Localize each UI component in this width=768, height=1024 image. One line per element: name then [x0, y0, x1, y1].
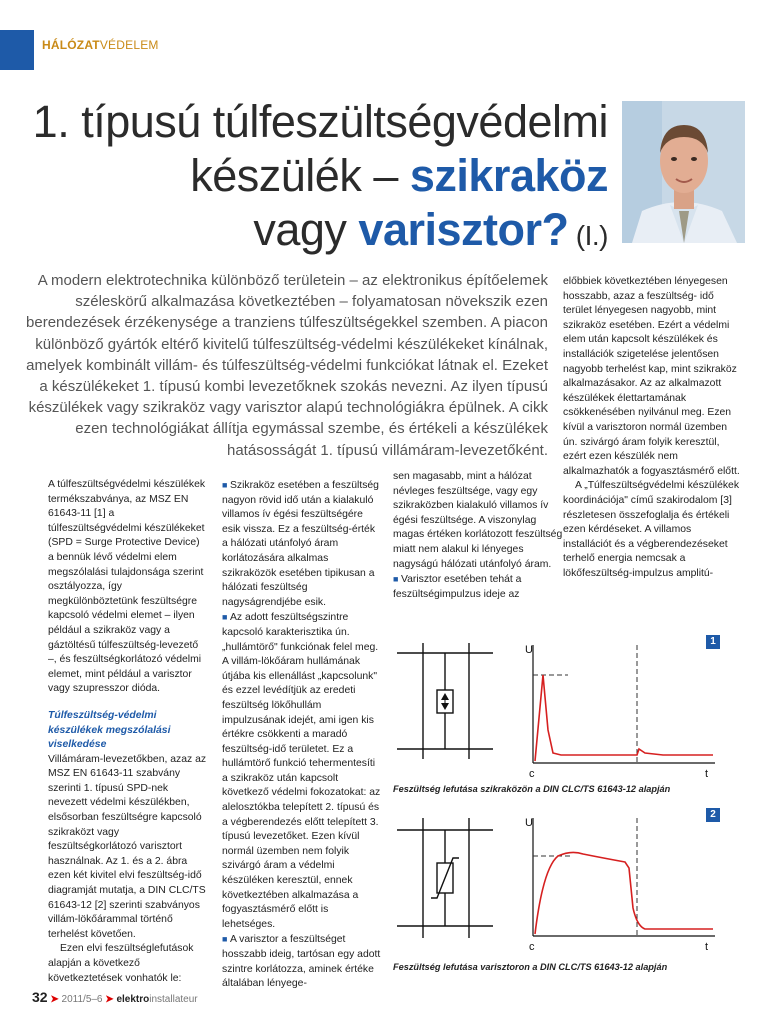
col3-paragraph-2 — [393, 572, 563, 602]
col3-paragraph-1: sen magasabb, mint a hálózat névleges feszültsége, vagy egy szikraközben kialakuló villamos ív égési feszültsége. A viszonylag magas értéken korlátozott feszültség miatt nem alakul ki lényeges nagyságú hálózati utánfolyó áram. — [393, 471, 563, 570]
figure-number-badge: 1 — [706, 635, 720, 649]
issue-number: 2011/5–6 — [61, 994, 103, 1005]
figure-1-caption: Feszültség lefutása szikraközön a DIN CLC/TS 61643-12 alapján — [393, 784, 671, 794]
figure-2-u-label: U — [525, 817, 533, 829]
col2-paragraph-3-text: A varisztor a feszültséget hosszabb ideig, tartósan egy adott szintre korlátozza, aminek értéke általában lényege- — [222, 934, 381, 990]
col2-paragraph-2-text: Az adott feszültségszintre kapcsoló karakterisztika ún. „hullámtörő" funkciónak felel meg. A villám-lökőáram hullámának útjába kis ellenállást „kapcsolunk" és ezzel levédítjük az eredeti feszültség lökőhullám impulzusának idejét, ami igen kis értékre csökkenti a maradó feszültség-idő területet. Ez a hullámtörő funkció tehermentesíti a szikraköz után kapcsolt következő védelmi fokozatokat: az alelosztókba telepített 2. típusú és a végberendezés előtt telepített 3. típusú levezetőket. Ezen kívül normál üzemben nem folyik szivárgó áram a védelmi készüléken keresztül, ennek következtében alkalmazása a fogyasztásmérő előtt is lehetséges. — [222, 612, 381, 930]
section-header — [42, 38, 159, 52]
title-part-label: (I.) — [568, 220, 608, 251]
col2-paragraph-2 — [222, 610, 382, 932]
page-footer — [32, 989, 198, 1005]
figure-1-sparkgap — [393, 635, 720, 785]
col4-paragraph-1: előbbiek következtében lényegesen hosszabb, azaz a feszültség- idő terület lényegesen nagyobb, mint szikraköz esetében. Ezért a védelmi elem után kapcsolt készülékek és installációk szigetelése jelentősen nagyobb terhelést kap, mint szikraköz alkalmazásakor. Az az alkalmazott készülékek élettartamának csökkenésében nyilvánul meg. Ezen kívül a varisztoron normál üzemben ún. szivárgó áram folyik keresztül, ezért ezen készülék nem alkalmazhatók a fogyasztásmérő előtt. — [563, 276, 740, 477]
author-portrait — [622, 101, 745, 243]
magazine-name-rest: installateur — [149, 994, 198, 1005]
bullet-square-icon: ■ — [222, 480, 230, 490]
col3-paragraph-2-text: Varisztor esetében tehát a feszültségimpulzus ideje az — [393, 574, 522, 600]
figure-1-origin-label: c — [529, 768, 535, 780]
title-line-2-plain: készülék – — [190, 150, 410, 201]
figure-number-badge: 2 — [706, 808, 720, 822]
column-4 — [563, 275, 741, 581]
section-color-block — [0, 30, 34, 70]
article-title — [8, 95, 608, 263]
arrow-right-icon: ➤ — [50, 994, 59, 1005]
bullet-square-icon: ■ — [393, 574, 401, 585]
col2-paragraph-1 — [222, 478, 382, 610]
section-header-bold: HÁLÓZAT — [42, 38, 100, 52]
figure-1-t-label: t — [705, 768, 709, 780]
section-header-rest: VÉDELEM — [99, 38, 159, 52]
figure-2-origin-label: c — [529, 941, 535, 953]
col4-paragraph-2: A „Túlfeszültségvédelmi készülékek koordinációja" című szakirodalom [3] részletesen összefoglalja és értékeli ezen kérdéseket. A villamos installációt és a végberendezéseket terhelő energia nemcsak a lökőfeszültség-impulzus amplitú- — [563, 480, 740, 579]
col1-subheading: Túlfeszültség-védelmi készülékek megszólalási viselkedése — [48, 709, 171, 751]
figure-2-diagram — [393, 808, 720, 958]
page-number: 32 — [32, 989, 48, 1005]
bullet-square-icon: ■ — [222, 934, 230, 945]
figure-1-u-label: U — [525, 644, 533, 656]
column-2 — [222, 478, 382, 992]
figure-2-varistor — [393, 808, 720, 958]
col1-paragraph-2: Villámáram-levezetőkben, azaz az MSZ EN 61643-11 szabvány szerinti 1. típusú SPD-nek nevezett védelmi készülékben, elsősorban feszültségre kapcsoló szikraközt vagy feszültségkorlátozó varisztort használnak. Az 1. és a 2. ábra ezen két kivitel elvi feszültség-idő diagramját mutatja, a DIN CLC/TS 61643-12 [2] szerinti szabványos villám-lökőárammal történő terhelést követően. — [48, 753, 207, 940]
col1-paragraph-3: Ezen elvi feszültséglefutások alapján a következő következtetések vonhatók le: — [48, 943, 194, 984]
col1-paragraph-1: A túlfeszültségvédelmi készülékek termékszabványa, az MSZ EN 61643-11 [1] a túlfeszültségvédelmi készülékeket (SPD = Surge Protective Device) a bennük lévő védelmi elem megszólalási tulajdonsága szerint osztályozza, így megkülönböztetünk feszültségre kapcsoló védelmi elemet – ilyen például a szikraköz vagy a gáztöltésű túlfeszültség-levezető –, és feszültségkorlátozó védelmi elemet, mint például a varisztor vagy szupresszor dióda. — [48, 479, 206, 695]
article-lead: A modern elektrotechnika különböző területein – az elektronikus építőelemek széleskörű alkalmazása következtében – folyamatosan növekszik ezen berendezések érzékenysége a tranziens túlfeszültségekkel szemben. A piacon különböző gyártók eltérő kivitelű túlfeszültség-védelmi készülékeket kínálnak, amelyek kombinált villám- és túlfeszültség-védelmi funkciókat látnak el. Ezeket a készülékeket 1. típusú kombi levezetőknek szokás nevezni. Az ilyen típusú készülékek vagy szikraköz vagy varisztor alapú technológiákra épülnek. A cikk ezen technológiákat állítja egymással szembe, és értékeli a készülékek hatásosságát 1. típusú villámáram-levezetőként. — [26, 272, 548, 459]
title-keyword-varisztor: varisztor? — [358, 204, 569, 255]
arrow-right-icon: ➤ — [105, 994, 114, 1005]
figure-2-caption: Feszültség lefutása varisztoron a DIN CLC/TS 61643-12 alapján — [393, 962, 668, 972]
title-line-3-plain: vagy — [253, 204, 359, 255]
magazine-name-bold: elektro — [116, 994, 150, 1005]
title-line-1: 1. típusú túlfeszültségvédelmi — [32, 96, 608, 147]
column-3 — [393, 470, 563, 602]
title-line-2 — [8, 149, 608, 203]
title-keyword-szikrakoz: szikraköz — [409, 150, 608, 201]
column-1 — [48, 478, 208, 986]
bullet-square-icon: ■ — [222, 612, 230, 623]
figure-1-diagram — [393, 635, 720, 785]
figure-2-t-label: t — [705, 941, 709, 953]
title-line-3 — [8, 203, 608, 263]
col2-paragraph-1-text: Szikraköz esetében a feszültség nagyon rövid idő után a kialakuló villamos ív égési feszültségére esik vissza. Ez a feszültség-érték a hálózati utánfolyó áram korlátozására alkalmas szikraközök esetében tipikusan a hálózati feszültség nagyságrendjébe esik. — [222, 480, 379, 608]
col2-paragraph-3 — [222, 932, 382, 991]
